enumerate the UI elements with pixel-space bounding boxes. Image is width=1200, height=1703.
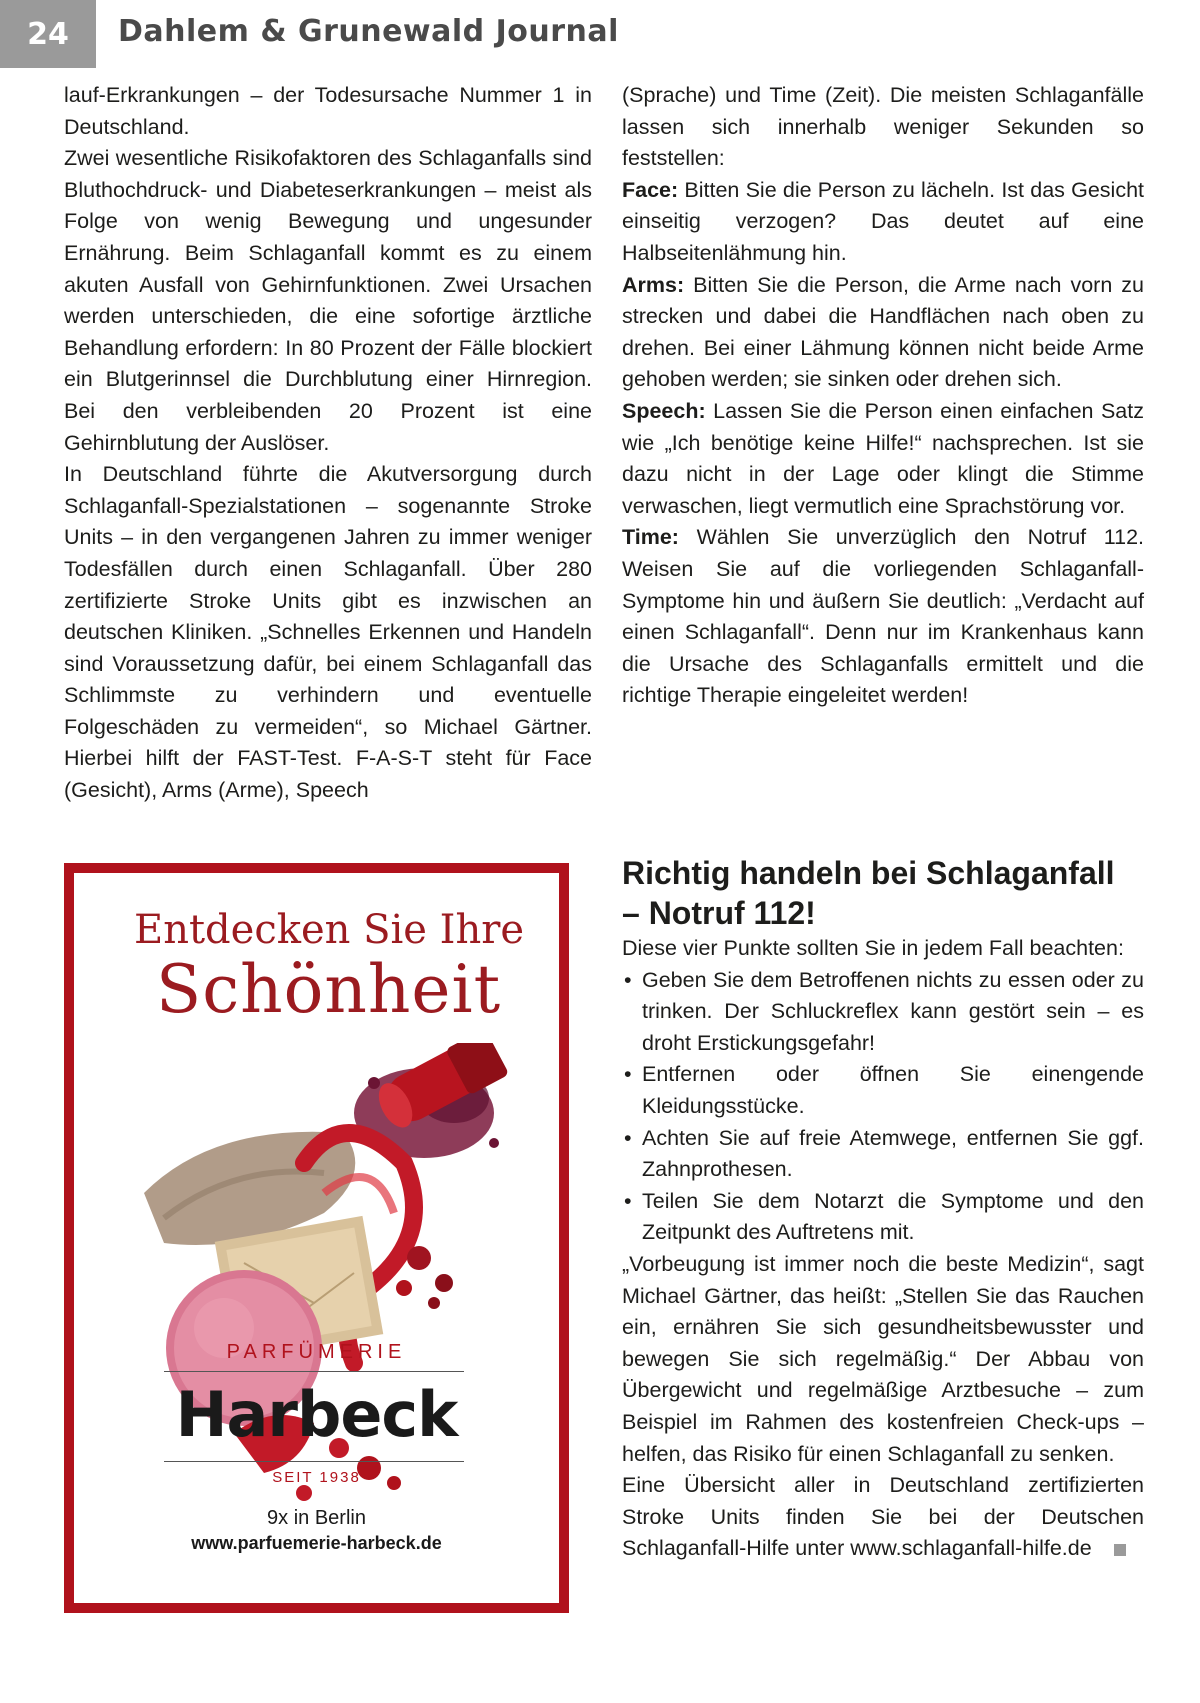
divider xyxy=(164,1371,464,1372)
ad-headline: Entdecken Sie Ihre xyxy=(134,907,525,953)
list-item xyxy=(622,1186,1144,1249)
list-item-text: Geben Sie dem Betroffenen nichts zu essen oder zu trinken. Der Schluckreflex kann gestört sein – es droht Erstickungsgefahr! xyxy=(642,967,1144,1055)
page-header xyxy=(0,0,1200,78)
list-item-text: Achten Sie auf freie Atemwege, entfernen Sie ggf. Zahnprothesen. xyxy=(642,1125,1144,1182)
list-item xyxy=(622,1059,1144,1122)
bullet-icon: • xyxy=(624,967,632,992)
brand-url[interactable]: www.parfuemerie-harbeck.de xyxy=(191,1533,442,1553)
journal-title: Dahlem & Grunewald Journal xyxy=(118,14,619,49)
paragraph: Diese vier Punkte sollten Sie in jedem Fall beachten: xyxy=(622,936,1124,960)
fast-text: Bitten Sie die Person zu lächeln. Ist das Gesicht einseitig verzogen? Das deutet auf eine Halbseitenlähmung hin. xyxy=(622,177,1144,265)
bullet-icon: • xyxy=(624,1062,632,1087)
brand-tagline: PARFÜMERIE xyxy=(226,1341,407,1363)
paragraph: In Deutschland führte die Akutversorgung durch Schlaganfall-Spezialstationen – sogenannte Stroke Units – in den vergangenen Jahren zu immer weniger Todesfällen durch einen Schlaganfall. Über 280 zertifizierte Stroke Units gibt es inzwischen an deutschen Kliniken. „Schnelles Erkennen und Handeln sind Voraussetzung dafür, bei einem Schlaganfall das Schlimmste zu verhindern und eventuelle Folgeschäden zu vermeiden“, so Michael Gärtner. Hierbei hilft der FAST-Test. F-A-S-T steht für Face (Gesicht), Arms (Arme), Speech xyxy=(64,462,592,803)
list-item xyxy=(622,965,1144,1060)
right-column xyxy=(622,80,1144,712)
fast-term: Face: xyxy=(622,177,679,202)
fast-time xyxy=(622,522,1144,712)
brand-logo: Harbeck xyxy=(175,1378,458,1451)
advertisement[interactable] xyxy=(64,863,569,1613)
paragraph: lauf-Erkrankungen – der Todesursache Nummer 1 in Deutschland. xyxy=(64,83,592,139)
list-item-text: Teilen Sie dem Notarzt die Symptome und den Zeitpunkt des Auftretens mit. xyxy=(642,1188,1144,1245)
bullet-list xyxy=(622,965,1144,1249)
list-item xyxy=(622,1123,1144,1186)
fast-text: Wählen Sie unverzüglich den Notruf 112. Weisen Sie auf die vorliegenden Schlaganfall-Symptome hin und äußern Sie deutlich: „Verdacht auf einen Schlaganfall“. Denn nur im Krankenhaus kann die Ursache des Schlaganfalls ermittelt und die richtige Therapie eingeleitet werden! xyxy=(622,525,1144,708)
fast-term: Speech: xyxy=(622,398,706,423)
page-number: 24 xyxy=(0,0,96,68)
ad-title: Schönheit xyxy=(156,951,502,1028)
fast-speech xyxy=(622,396,1144,522)
brand-branches: 9x in Berlin xyxy=(267,1507,366,1529)
fast-term: Arms: xyxy=(622,272,685,297)
paragraph: „Vorbeugung ist immer noch die beste Medizin“, sagt Michael Gärtner, das heißt: „Stellen Sie das Rauchen ein, ernähren Sie sich gesundheitsbewusster und bewegen Sie sich regelmäßig.“ Der Abbau von Übergewicht und regelmäßige Arztbesuche – zum Beispiel im Rahmen des kostenfreien Check-ups – helfen, das Risiko für einen Schlaganfall zu senken. xyxy=(622,1251,1144,1466)
brand-since: SEIT 1938 xyxy=(272,1469,361,1486)
paragraph-last xyxy=(622,1470,1144,1565)
bullet-icon: • xyxy=(624,1188,632,1213)
list-item-text: Entfernen oder öffnen Sie einengende Kleidungsstücke. xyxy=(642,1062,1144,1118)
divider xyxy=(164,1461,464,1462)
fast-face xyxy=(622,175,1144,270)
paragraph-text: Eine Übersicht aller in Deutschland zertifizierten Stroke Units finden Sie bei der Deutschen Schlaganfall-Hilfe unter www.schlaganfall-hilfe.de xyxy=(622,1473,1144,1561)
cosmetics-image xyxy=(74,1043,559,1543)
section-heading: Richtig handeln bei Schlaganfall – Notruf 112! xyxy=(622,854,1115,931)
end-square-icon xyxy=(1114,1544,1126,1556)
fast-text: Bitten Sie die Person, die Arme nach vorn zu strecken und dabei die Handflächen nach oben zu drehen. Bei einer Lähmung können nicht beide Arme gehoben werden; sie sinken oder drehen sich. xyxy=(622,272,1144,392)
fast-arms xyxy=(622,270,1144,396)
left-column xyxy=(64,80,592,807)
right-column-lower xyxy=(622,933,1144,1565)
paragraph: (Sprache) und Time (Zeit). Die meisten Schlaganfälle lassen sich innerhalb weniger Sekunden so feststellen: xyxy=(622,83,1144,171)
bullet-icon: • xyxy=(624,1125,632,1150)
paragraph: Zwei wesentliche Risikofaktoren des Schlaganfalls sind Bluthochdruck- und Diabeteserkrankungen – meist als Folge von wenig Bewegung und ungesunder Ernährung. Beim Schlaganfall kommt es zu einem akuten Ausfall von Gehirnfunktionen. Zwei Ursachen werden unterschieden, die eine sofortige ärztliche Behandlung erfordern: In 80 Prozent der Fälle blockiert ein Blutgerinnsel die Durchblutung einer Hirnregion. Bei den verbleibenden 20 Prozent ist eine Gehirnblutung der Auslöser. xyxy=(64,146,592,455)
fast-text: Lassen Sie die Person einen einfachen Satz wie „Ich benötige keine Hilfe!“ nachsprechen. Ist sie dazu nicht in der Lage oder klingt die Stimme verwaschen, liegt vermutlich eine Sprachstörung vor. xyxy=(622,398,1144,518)
fast-term: Time: xyxy=(622,525,679,550)
